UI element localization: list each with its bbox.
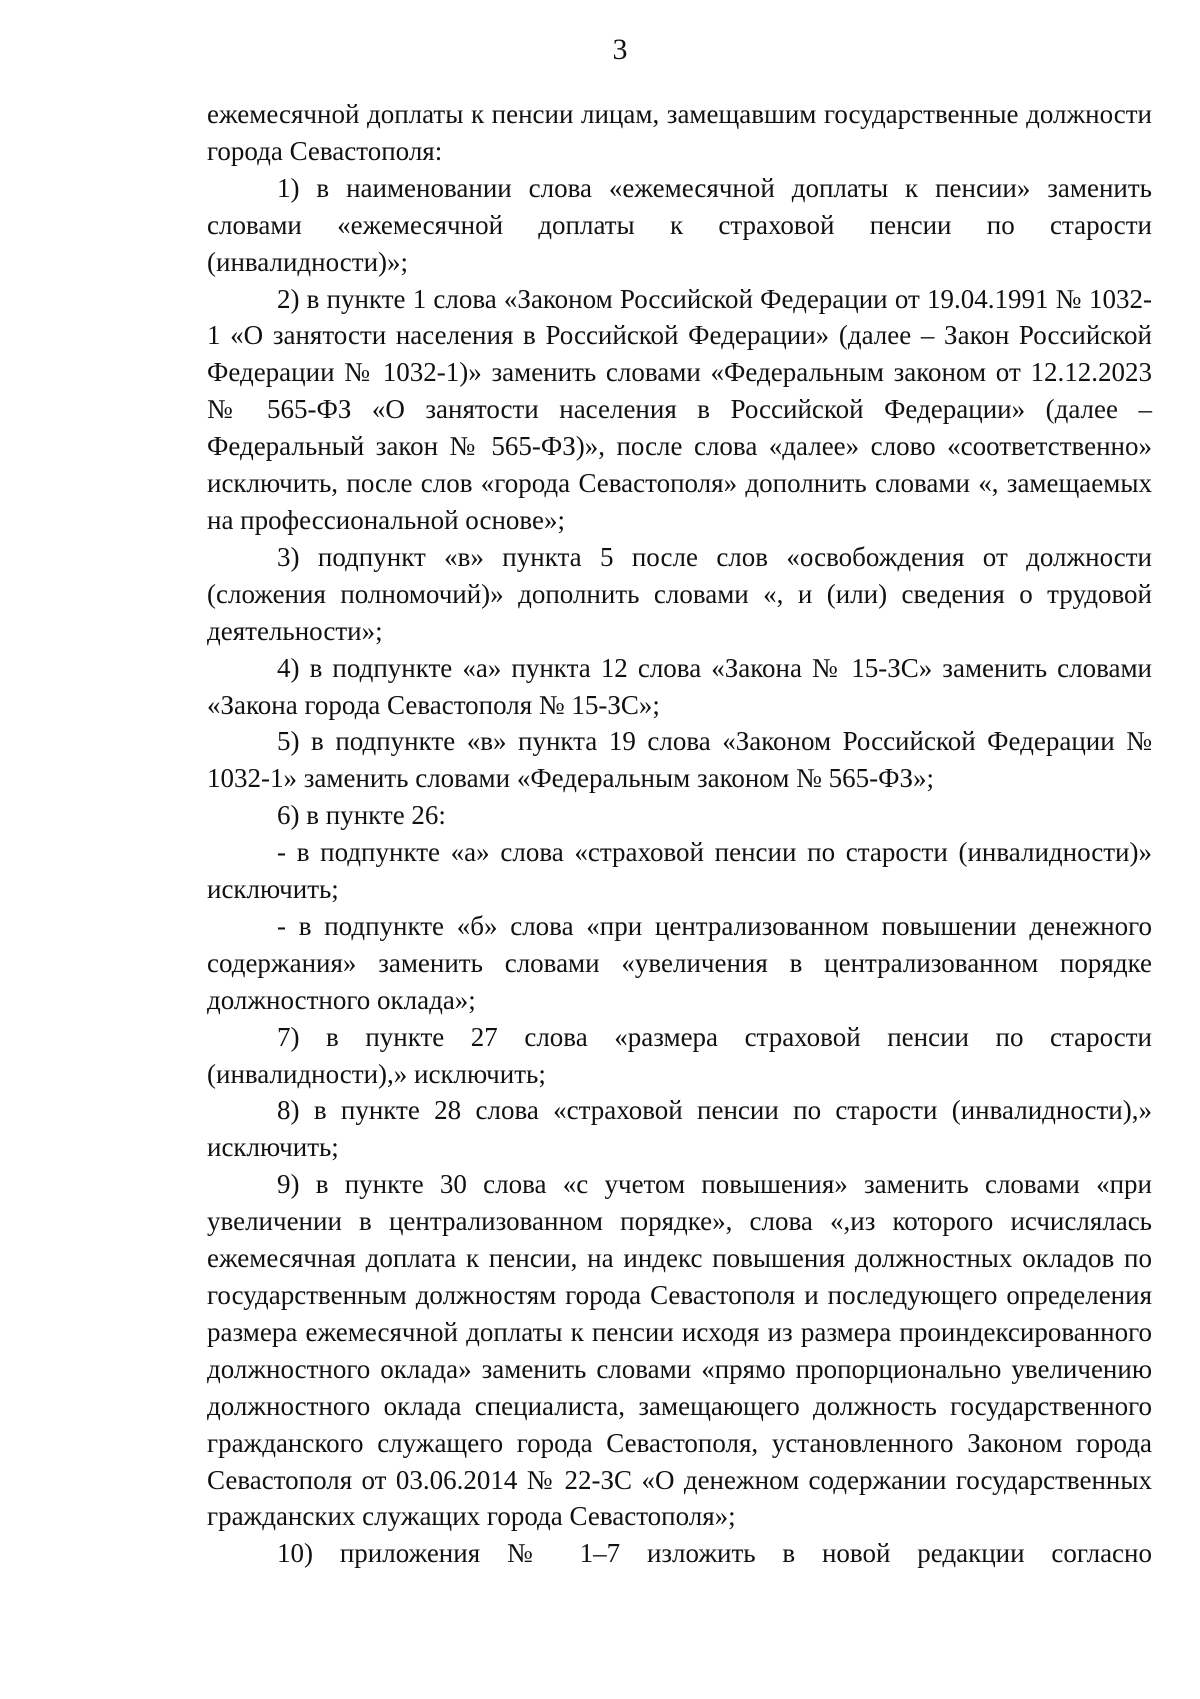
paragraph-item-8: 8) в пункте 28 слова «страховой пенсии по старости (инвалидности),» исключить; xyxy=(207,1095,1152,1163)
paragraph-item-6: 6) в пункте 26: xyxy=(277,800,446,831)
paragraph-intro: ежемесячной доплаты к пенсии лицам, замещавшим государственные должности города Севастополя: xyxy=(207,99,1152,166)
paragraph-item-5: 5) в подпункте «в» пункта 19 слова «Законом Российской Федерации № 1032-1» заменить словами «Федеральным законом № 565-ФЗ»; xyxy=(207,726,1152,794)
paragraph-item-6b: - в подпункте «б» слова «при централизованном повышении денежного содержания» заменить словами «увеличения в централизованном порядке должностного оклада»; xyxy=(207,910,1152,1015)
paragraph-item-1: 1) в наименовании слова «ежемесячной доплаты к пенсии» заменить словами «ежемесячной доплаты к страховой пенсии по старости (инвалидности)»; xyxy=(207,172,1152,277)
paragraph-item-2: 2) в пункте 1 слова «Законом Российской Федерации от 19.04.1991 № 1032-1 «О занятости населения в Российской Федерации» (далее – Закон Российской Федерации № 1032-1)» заменить словами «Федеральным законом от 12.12.2023 № 565-ФЗ «О занятости населения в Российской Федерации» (далее – Федеральный закон № 565-ФЗ)», после слова «далее» слово «соответственно» исключить, после слов «города Севастополя» дополнить словами «, замещаемых на профессиональной основе»; xyxy=(207,283,1152,535)
paragraph-item-7: 7) в пункте 27 слова «размера страховой пенсии по старости (инвалидности),» исключить; xyxy=(207,1021,1152,1089)
page-number: 3 xyxy=(612,33,628,66)
paragraph-item-3: 3) подпункт «в» пункта 5 после слов «освобождения от должности (сложения полномочий)» дополнить словами «, и (или) сведения о трудовой деятельности»; xyxy=(207,541,1152,646)
paragraph-item-6a: - в подпункте «а» слова «страховой пенсии по старости (инвалидности)» исключить; xyxy=(207,837,1152,905)
paragraph-item-10: 10) приложения № 1–7 изложить в новой редакции согласно xyxy=(277,1538,1152,1569)
paragraph-item-9: 9) в пункте 30 слова «с учетом повышения» заменить словами «при увеличении в централизованном порядке», слова «,из которого исчислялась ежемесячная доплата к пенсии, на индекс повышения должностных окладов по государственным должностям города Севастополя и последующего определения размера ежемесячной доплаты к пенсии исходя из размера проиндексированного должностного оклада» заменить словами «прямо пропорционально увеличению должностного оклада специалиста, замещающего должность государственного гражданского служащего города Севастополя, установленного Законом города Севастополя от 03.06.2014 № 22-ЗС «О денежном содержании государственных гражданских служащих города Севастополя»; xyxy=(207,1169,1152,1532)
document-body xyxy=(207,96,1152,1572)
paragraph-item-4: 4) в подпункте «а» пункта 12 слова «Закона № 15-ЗС» заменить словами «Закона города Севастополя № 15-ЗС»; xyxy=(207,652,1152,720)
